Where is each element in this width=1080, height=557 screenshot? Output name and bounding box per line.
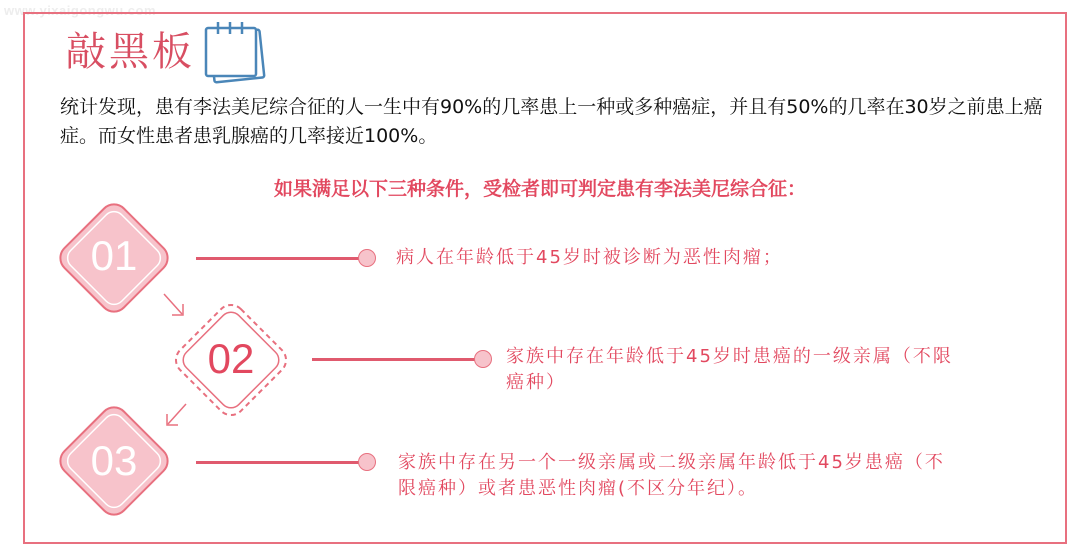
intro-paragraph: 统计发现，患有李法美尼综合征的人一生中有90%的几率患上一种或多种癌症，并且有50%的几率在30岁之前患上癌症。而女性患者患乳腺癌的几率接近100%。 [60, 96, 1043, 147]
step-02-number: 02 [207, 335, 255, 382]
step-03-number: 03 [90, 437, 138, 484]
condition-03-text: 家族中存在另一个一级亲属或二级亲属年龄低于45岁患癌（不限癌种）或者患恶性肉瘤(不区分年纪）。 [398, 452, 945, 499]
watermark-text: www.yixaigongwu.com [4, 3, 157, 18]
step-01-connector [196, 257, 360, 260]
condition-02-text: 家族中存在年龄低于45岁时患癌的一级亲属（不限癌种） [506, 346, 953, 393]
step-01-number: 01 [90, 232, 138, 279]
arrow-down-left-icon [160, 400, 190, 432]
notepad-icon [200, 18, 272, 84]
step-01-dot [358, 249, 376, 267]
condition-01-text: 病人在年龄低于45岁时被诊断为恶性肉瘤； [396, 247, 783, 268]
arrow-down-right-icon [160, 290, 190, 322]
step-02-connector [312, 358, 476, 361]
step-03-dot [358, 453, 376, 471]
conditions-heading: 如果满足以下三种条件，受检者即可判定患有李法美尼综合征： [273, 178, 806, 200]
step-03-connector [196, 461, 360, 464]
page-title: 敲黑板 [66, 29, 195, 75]
step-02-dot [474, 350, 492, 368]
